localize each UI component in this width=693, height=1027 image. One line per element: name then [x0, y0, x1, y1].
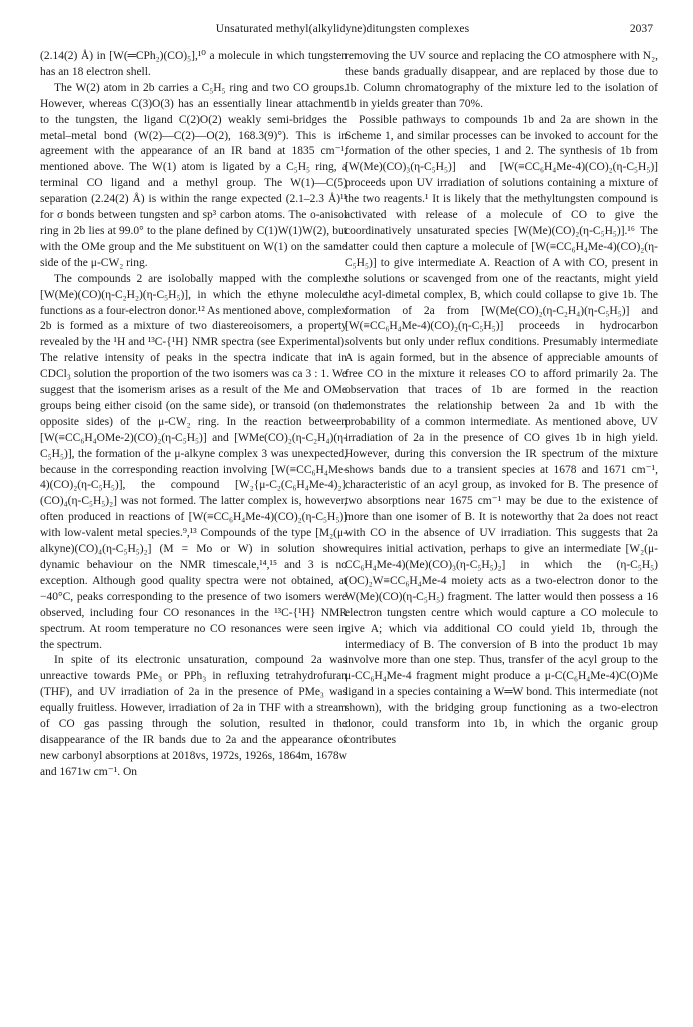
paragraph: (2.14(2) Å) in [W(═CPh₂)(CO)₅],¹⁰ a molecule in which tungsten has an 18 electron shell.	[40, 50, 347, 78]
page-number: 2037	[629, 22, 653, 35]
running-title: Unsaturated methyl(alkylidyne)ditungsten complexes	[215, 22, 470, 35]
left-column	[40, 49, 347, 781]
right-column	[345, 49, 658, 749]
paragraph: In spite of its electronic unsaturation, compound 2a was unreactive towards PMe₃ or PPh₃ in refluxing tetrahydrofuran (THF), and UV irradiation of 2a in the presence of PMe₃ was equally fruitless. However, irradiation of 2a in THF with a stream of CO gas passing through the solution, resulted in the disappearance of the IR bands due to 2a and the appearance of new carbonyl absorptions at 2018vs, 1972s, 1926s, 1864m, 1678w and 1671w cm⁻¹. On	[40, 654, 347, 778]
paragraph: The compounds 2 are isolobally mapped with the complex [W(Me)(CO)(η-C₂H₂)(η-C₅H₅)], in which the ethyne molecule functions as a four-electron donor.¹² As mentioned above, complex 2b is formed as a mixture of two diastereoisomers, a property revealed by the ¹H and ¹³C-{¹H} NMR spectra (see Experimental). The relative intensity of peaks in the spectra indicate that in CDCl₃ solution the proportion of the two isomers was ca 3 : 1. We suggest that the isomerism arises as a result of the Me and OMe groups being either cisoid (on the same side), or transoid (on the opposite sides) of the μ-CW₂ ring. In the reaction between [W(≡CC₆H₄OMe-2)(CO)₂(η-C₅H₅)] and [WMe(CO)₂(η-C₂H₄)(η-C₅H₅)], the formation of the μ-alkyne complex 3 was unexpected, because in the corresponding reaction involving [W(≡CC₆H₄Me-4)(CO)₂(η-C₅H₅)], the compound [W₂{μ-C₂(C₆H₄Me-4)₂}(CO)₄(η-C₅H₅)₂] was not formed. The latter complex is, however, often produced in reactions of [W(≡CC₆H₄Me-4)(CO)₂(η-C₅H₅)] with low-valent metal species.⁹,¹³ Compounds of the type [M₂(μ-alkyne)(CO)₄(η-C₅H₅)₂] (M = Mo or W) in solution show dynamic behaviour on the NMR timescale,¹⁴,¹⁵ and 3 is no exception. Although good quality spectra were not obtained, at −40°C, peaks corresponding to the presence of two isomers were observed, including four CO resonances in the ¹³C-{¹H} NMR spectrum. At room temperature no CO resonances were seen in the spectrum.	[40, 272, 347, 651]
paragraph: removing the UV source and replacing the CO atmosphere with N₂, these bands gradually disappear, and are replaced by those due to 1b. Column chromatography of the mixture led to the isolation of 1b in yields greater than 70%.	[345, 50, 658, 110]
paragraph: Possible pathways to compounds 1b and 2a are shown in the Scheme 1, and similar processes can be invoked to account for the formation of the other species, 1 and 2. The synthesis of 1b from [W(Me)(CO)₃(η-C₅H₅)] and [W(≡CC₆H₄Me-4)(CO)₂(η-C₅H₅)] proceeds upon UV irradiation of solutions containing a mixture of the two reagents.¹ It is likely that the methyltungsten compound is activated with release of a molecule of CO to give the coordinatively unsaturated species [W(Me)(CO)₂(η-C₅H₅)].¹⁶ The latter could then capture a molecule of [W(≡CC₆H₄Me-4)(CO)₂(η-C₅H₅)] to give intermediate A. Reaction of A with CO, present in the solutions or scavenged from one of the reactants, might yield the acyl-dimetal complex, B, which could collapse to give 1b. The formation of 2a from [W(Me(CO)₂(η-C₂H₄)(η-C₅H₅)] and [W(≡CC₆H₄Me-4)(CO)₂(η-C₅H₅)] proceeds in hydrocarbon solvents but only under reflux conditions. Presumably intermediate A is again formed, but in the absence of appreciable amounts of free CO in the mixture it releases CO to afford primarily 2a. The observation that traces of 1b are formed in the reaction demonstrates the relationship between 2a and 1b with the probability of a common intermediate. As mentioned above, UV irradiation of 2a in the presence of CO gives 1b in high yield. However, during this conversion the IR spectrum of the mixture shows bands due to a transient species at 1678 and 1671 cm⁻¹, characteristic of an acyl group, as invoked for B. The presence of two absorptions near 1675 cm⁻¹ may be due to the existence of more than one isomer of B. It is noteworthy that 2a does not react with CO in the absence of UV irradiation. This suggests that 2a requires initial activation, perhaps to give an intermediate [W₂(μ-CC₆H₄Me-4)(Me)(CO)₃(η-C₅H₅)₂] in which the (η-C₅H₅)(OC)₂W≡CC₆H₄Me-4 moiety acts as a two-electron donor to the W(Me)(CO)(η-C₅H₅) fragment. The latter would then possess a 16 electron tungsten centre which would capture a CO molecule to give A; which via additional CO could yield 1b, through the intermediacy of B. The conversion of B into the product 1b may involve more than one step. Thus, transfer of the acyl group to the μ-CC₆H₄Me-4 fragment might produce a μ-C(C₆H₄Me-4)C(O)Me ligand in a species containing a W═W bond. This intermediate (not shown), with the bridging group functioning as a two-electron donor, could transform into 1b, in which the organic group contributes	[345, 113, 658, 746]
page-header	[32, 22, 653, 40]
paragraph: The W(2) atom in 2b carries a C₅H₅ ring and two CO groups. However, whereas C(3)O(3) has an essentially linear attachment to the tungsten, the ligand C(2)O(2) weakly semi-bridges the metal–metal bond (W(2)—C(2)—O(2), 168.3(9)°). This is in agreement with the appearance of an IR band at 1835 cm⁻¹, mentioned above. The W(1) atom is ligated by a C₅H₅ ring, a terminal CO ligand and a methyl group. The W(1)—C(5) separation (2.24(2) Å) is within the range expected (2.1–2.3 Å)¹¹ for σ bonds between tungsten and sp³ carbon atoms. The o-anisol ring in 2b lies at 99.0° to the plane defined by C(1)W(1)W(2), but with the OMe group and the Me substituent on W(1) on the same side of the μ-CW₂ ring.	[40, 81, 347, 269]
